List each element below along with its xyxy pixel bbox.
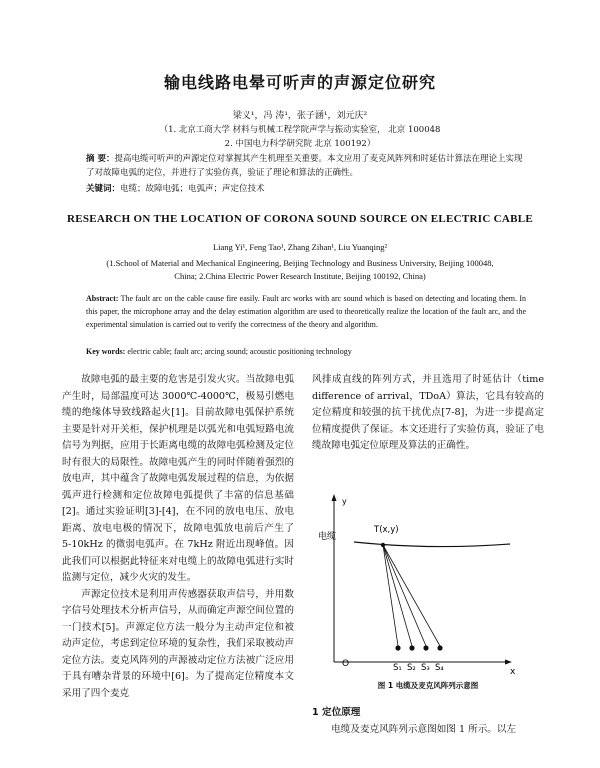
x-axis-label: x	[510, 667, 516, 677]
affiliation-en-line2: China; 2.China Electric Power Research Institute, Beijing 100192, China)	[174, 271, 426, 281]
abstract-en-label: Abstract:	[86, 294, 119, 303]
path-line-s4	[383, 545, 440, 646]
keywords-en-label: Key words:	[86, 347, 126, 356]
figure-cable-mic-array	[312, 490, 544, 680]
cable-label: 电缆	[318, 532, 337, 542]
affiliation-en-line1: (1.School of Material and Mechanical Engineering, Beijing Technology and Business University, Beijing 100048,	[106, 258, 494, 268]
section-body	[312, 722, 544, 739]
cable-curve	[354, 542, 510, 547]
keywords-en-text: electric cable; fault arc; arcing sound; acoustic positioning technology	[127, 347, 352, 356]
body-left-paragraph: 声源定位技术是利用声传感器获取声信号，并用数字信号处理技术分析声信号，从而确定声源空间位置的一门技术[5]。声源定位方法一般分为主动声定位和被动声定位，考虑到定位环境的复杂性，我们采取被动声定位方法。麦克风阵列的声源被动定位方法被广泛应用于具有嘈杂背景的环境中[6]。为了提高定位精度本文采用了四个麦克	[62, 588, 294, 699]
body-left-paragraph: 故障电弧的最主要的危害是引发火灾。当故障电弧产生时，局部温度可达 3000℃-4000℃，极易引燃电缆的绝缘体导致线路起火[1]。目前故障电弧保护系统主要是针对开关柜，保护机理是以弧光和电弧短路电流信号为判据，应用于长距离电缆的故障电弧检测及定位时有很大的局限性。故障电弧产生的同时伴随着强烈的放电声，其中蕴含了故障电弧发展过程的信息，为依据弧声进行检测和定位故障电弧提供了丰富的信息基础[2]。通过实验证明[3]-[4]，在不同的放电电压、放电距离、放电电极的情况下，故障电弧放电前后产生了 5-10kHz 的微弱电弧声。在 7kHz 附近出现峰值。因此我们可以根据此特征来对电缆上的故障电弧进行实时监测与定位，减少火灾的发生。	[62, 374, 294, 583]
authors-cn: 梁义¹，冯 涛¹，张子涵¹，刘元庆²	[232, 111, 368, 121]
path-line-s3	[383, 545, 426, 646]
path-line-s2	[383, 545, 412, 646]
keywords-cn-label: 关键词：	[86, 184, 121, 194]
keywords-cn-text: 电缆；故障电弧；电弧声；声定位技术	[120, 184, 265, 194]
abstract-cn-label: 摘 要：	[86, 154, 115, 164]
body-right-paragraph: 风排成直线的阵列方式，并且选用了时延估计（time difference of arrival，TDoA）算法，它具有较高的定位精度和较强的抗干扰优点[7-8]，为进一步提高定位精度提供了保证。本文还进行了实验仿真，验证了电缆故障电弧定位原理及算法的正确性。	[312, 374, 544, 451]
abstract-en	[86, 292, 526, 331]
mic-label: S₁	[393, 663, 402, 673]
abstract-cn-text: 提高电缆可听声的声源定位对掌握其产生机理至关重要。本文应用了麦克风阵列和时延估计算法在理论上实现了对故障电弧的定位，并进行了实验仿真，验证了理论和算法的正确性。	[86, 154, 523, 178]
affiliation-cn-line2: 2. 中国电力科学研究院 北京 100192）	[224, 139, 376, 149]
abstract-cn	[86, 152, 526, 180]
y-axis-arrow	[332, 494, 337, 501]
mic-s1	[395, 645, 400, 650]
authors-en: Liang Yi¹, Feng Tao¹, Zhang Zihan¹, Liu Yuanqing²	[212, 242, 388, 252]
body-right-column	[312, 372, 544, 455]
abstract-en-text: The fault arc on the cable cause fire easily. Fault arc works with arc sound which is based on detecting and locating them. In this paper, the microphone array and the delay estimation algorithm are used to theoretically realize the location of the fault arc, and the experimental simulation is carried out to verify the correctness of the theory and algorithm.	[86, 294, 526, 329]
y-axis-label: y	[342, 497, 347, 506]
mic-s3	[423, 645, 428, 650]
keywords-cn	[86, 182, 526, 196]
section-paragraph: 电缆及麦克风阵列示意图如图 1 所示。以左	[331, 724, 517, 735]
mic-s2	[409, 645, 414, 650]
mic-label: S₂	[407, 663, 416, 673]
mic-label: S₃	[421, 663, 430, 673]
x-axis-arrow	[505, 660, 512, 665]
path-line-s1	[383, 545, 398, 646]
body-left-column	[62, 372, 294, 702]
mic-label: S₄	[435, 663, 444, 673]
paper-title-cn: 输电线路电晕可听声的声源定位研究	[163, 73, 436, 92]
affiliation-cn-line1: （1. 北京工商大学 材料与机械工程学院声学与振动实验室， 北京 100048	[159, 125, 441, 135]
section-heading: 1 定位原理	[312, 707, 361, 718]
paper-title-en: RESEARCH ON THE LOCATION OF CORONA SOUND SOURCE ON ELECTRIC CABLE	[66, 213, 534, 225]
mic-s4	[437, 645, 442, 650]
figure-caption: 图 1 电缆及麦克风阵列示意图	[377, 681, 479, 690]
keywords-en	[86, 345, 526, 358]
origin-label: O	[342, 659, 350, 669]
source-label: T(x,y)	[374, 525, 399, 535]
